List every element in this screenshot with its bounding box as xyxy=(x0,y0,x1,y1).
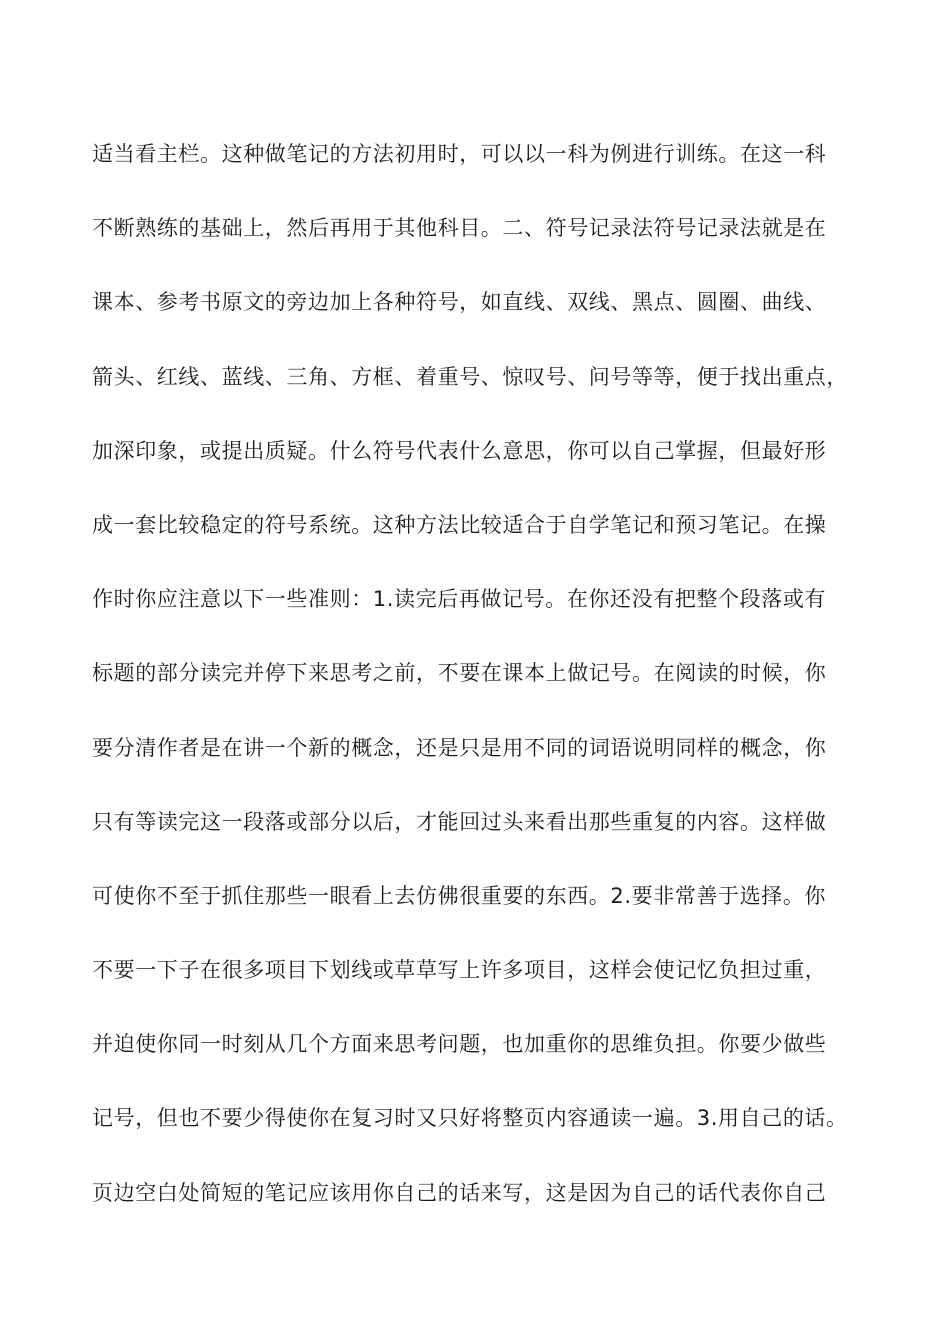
text-line: 加深印象，或提出质疑。什么符号代表什么意思，你可以自己掌握，但最好形 xyxy=(92,438,827,463)
text-line: 成一套比较稳定的符号系统。这种方法比较适合于自学笔记和预习笔记。在操 xyxy=(92,512,827,537)
text-line: 只有等读完这一段落或部分以后，才能回过头来看出那些重复的内容。这样做 xyxy=(92,809,827,834)
text-line: 要分清作者是在讲一个新的概念，还是只是用不同的词语说明同样的概念，你 xyxy=(92,735,827,760)
text-line: 适当看主栏。这种做笔记的方法初用时，可以以一科为例进行训练。在这一科 xyxy=(92,142,827,166)
text-line: 课本、参考书原文的旁边加上各种符号，如直线、双线、黑点、圆圈、曲线、 xyxy=(92,290,827,315)
text-line: 并迫使你同一时刻从几个方面来思考问题，也加重你的思维负担。你要少做些 xyxy=(92,1032,827,1057)
text-line: 箭头、红线、蓝线、三角、方框、着重号、惊叹号、问号等等，便于找出重点， xyxy=(92,364,848,389)
text-line: 不要一下子在很多项目下划线或草草写上许多项目，这样会使记忆负担过重， xyxy=(92,958,827,983)
text-line: 标题的部分读完并停下来思考之前，不要在课本上做记号。在阅读的时候，你 xyxy=(92,661,827,686)
text-line: 可使你不至于抓住那些一眼看上去仿佛很重要的东西。2.要非常善于选择。你 xyxy=(92,883,827,908)
text-line: 页边空白处简短的笔记应该用你自己的话来写，这是因为自己的话代表你自己 xyxy=(92,1180,827,1205)
text-line: 记号，但也不要少得使你在复习时又只好将整页内容通读一遍。3.用自己的话。 xyxy=(92,1106,848,1131)
text-line: 不断熟练的基础上，然后再用于其他科目。二、符号记录法符号记录法就是在 xyxy=(92,216,827,241)
text-line: 作时你应注意以下一些准则：1.读完后再做记号。在你还没有把整个段落或有 xyxy=(92,587,827,612)
body-text xyxy=(92,134,892,1247)
